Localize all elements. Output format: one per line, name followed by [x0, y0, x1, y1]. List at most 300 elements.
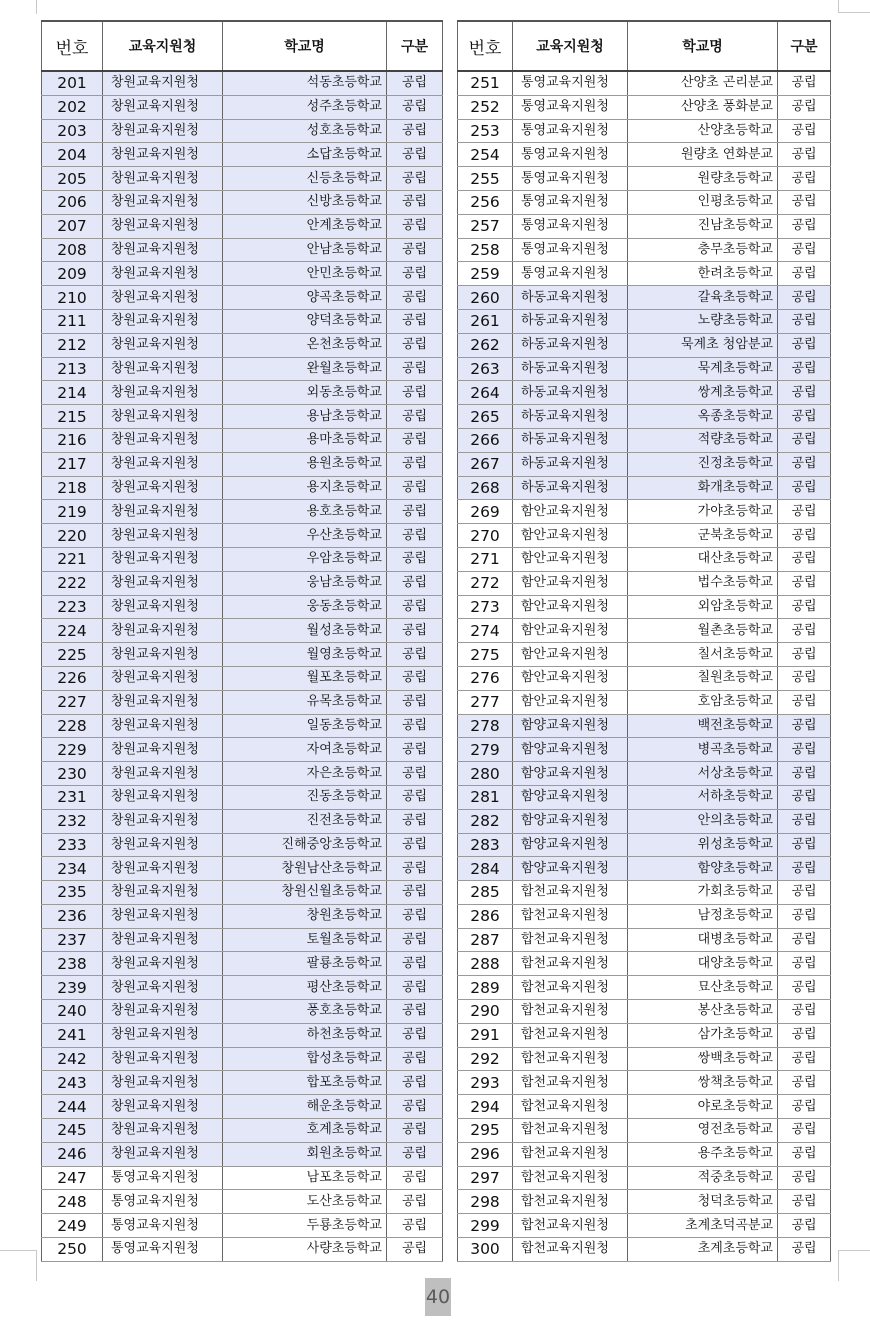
row-number: 276: [458, 666, 513, 690]
table-row: [458, 1190, 831, 1214]
row-type: 공립: [778, 381, 831, 405]
table-row: [458, 95, 831, 119]
row-number: 288: [458, 952, 513, 976]
row-number: 203: [42, 119, 103, 143]
table-row: [458, 952, 831, 976]
row-type: 공립: [778, 428, 831, 452]
row-office: 창원교육지원청: [103, 428, 223, 452]
table-row: [42, 619, 443, 643]
row-office: 창원교육지원청: [103, 1071, 223, 1095]
table-row: [458, 500, 831, 524]
row-school: 용마초등학교: [223, 428, 387, 452]
row-type: 공립: [778, 167, 831, 191]
row-office: 합천교육지원청: [513, 1095, 628, 1119]
row-type: 공립: [387, 547, 443, 571]
row-type: 공립: [387, 976, 443, 1000]
table-row: [458, 405, 831, 429]
row-office: 창원교육지원청: [103, 500, 223, 524]
row-number: 294: [458, 1095, 513, 1119]
row-school: 위성초등학교: [628, 833, 778, 857]
row-number: 210: [42, 286, 103, 310]
table-row: [42, 857, 443, 881]
row-school: 진정초등학교: [628, 452, 778, 476]
row-number: 201: [42, 71, 103, 95]
row-type: 공립: [778, 262, 831, 286]
row-type: 공립: [778, 928, 831, 952]
row-number: 266: [458, 428, 513, 452]
row-number: 228: [42, 714, 103, 738]
crop-mark-top-left: [36, 0, 38, 14]
row-school: 묘산초등학교: [628, 976, 778, 1000]
row-number: 260: [458, 286, 513, 310]
row-type: 공립: [387, 857, 443, 881]
row-number: 213: [42, 357, 103, 381]
row-school: 토월초등학교: [223, 928, 387, 952]
row-school: 대양초등학교: [628, 952, 778, 976]
table-row: [458, 928, 831, 952]
row-school: 우산초등학교: [223, 524, 387, 548]
row-school: 용원초등학교: [223, 452, 387, 476]
table-row: [458, 762, 831, 786]
row-office: 창원교육지원청: [103, 714, 223, 738]
row-school: 자은초등학교: [223, 762, 387, 786]
table-row: [458, 785, 831, 809]
row-number: 252: [458, 95, 513, 119]
row-school: 신방초등학교: [223, 190, 387, 214]
row-school: 함양초등학교: [628, 857, 778, 881]
row-school: 서하초등학교: [628, 785, 778, 809]
table-row: [458, 1071, 831, 1095]
row-number: 293: [458, 1071, 513, 1095]
row-school: 충무초등학교: [628, 238, 778, 262]
row-school: 청덕초등학교: [628, 1190, 778, 1214]
table-row: [458, 524, 831, 548]
row-office: 함안교육지원청: [513, 500, 628, 524]
table-row: [42, 904, 443, 928]
row-office: 창원교육지원청: [103, 238, 223, 262]
row-type: 공립: [778, 1047, 831, 1071]
row-office: 창원교육지원청: [103, 571, 223, 595]
row-office: 창원교육지원청: [103, 1047, 223, 1071]
row-number: 244: [42, 1095, 103, 1119]
row-school: 합포초등학교: [223, 1071, 387, 1095]
table-header-row: [42, 21, 443, 71]
table-row: [42, 381, 443, 405]
row-type: 공립: [778, 976, 831, 1000]
row-number: 247: [42, 1166, 103, 1190]
table-row: [42, 357, 443, 381]
table-row: [42, 976, 443, 1000]
row-number: 242: [42, 1047, 103, 1071]
row-school: 칠원초등학교: [628, 666, 778, 690]
row-number: 290: [458, 1000, 513, 1024]
row-number: 289: [458, 976, 513, 1000]
row-number: 300: [458, 1238, 513, 1262]
row-type: 공립: [778, 1214, 831, 1238]
row-type: 공립: [387, 571, 443, 595]
row-school: 회원초등학교: [223, 1142, 387, 1166]
row-school: 호계초등학교: [223, 1119, 387, 1143]
table-row: [458, 452, 831, 476]
row-school: 용호초등학교: [223, 500, 387, 524]
table-row: [42, 143, 443, 167]
table-row: [42, 262, 443, 286]
row-type: 공립: [387, 309, 443, 333]
row-office: 합천교육지원청: [513, 881, 628, 905]
table-row: [42, 571, 443, 595]
row-type: 공립: [387, 286, 443, 310]
header-school: 학교명: [628, 21, 778, 71]
row-type: 공립: [387, 357, 443, 381]
header-office: 교육지원청: [103, 21, 223, 71]
row-office: 창원교육지원청: [103, 1119, 223, 1143]
table-row: [42, 309, 443, 333]
row-school: 초계초등학교: [628, 1238, 778, 1262]
row-type: 공립: [778, 524, 831, 548]
row-office: 통영교육지원청: [513, 238, 628, 262]
row-type: 공립: [778, 405, 831, 429]
row-number: 248: [42, 1190, 103, 1214]
row-school: 묵계초 청암분교: [628, 333, 778, 357]
row-number: 226: [42, 666, 103, 690]
row-school: 합성초등학교: [223, 1047, 387, 1071]
row-office: 함안교육지원청: [513, 690, 628, 714]
row-office: 창원교육지원청: [103, 452, 223, 476]
row-number: 271: [458, 547, 513, 571]
crop-mark-bottom-left: [0, 1250, 37, 1281]
row-number: 218: [42, 476, 103, 500]
row-office: 함안교육지원청: [513, 619, 628, 643]
row-school: 유목초등학교: [223, 690, 387, 714]
row-school: 병곡초등학교: [628, 738, 778, 762]
row-school: 일동초등학교: [223, 714, 387, 738]
row-type: 공립: [387, 262, 443, 286]
table-row: [42, 738, 443, 762]
table-row: [458, 333, 831, 357]
row-number: 219: [42, 500, 103, 524]
row-office: 통영교육지원청: [103, 1214, 223, 1238]
row-type: 공립: [778, 452, 831, 476]
row-school: 진해중앙초등학교: [223, 833, 387, 857]
table-row: [458, 547, 831, 571]
row-number: 275: [458, 643, 513, 667]
row-office: 창원교육지원청: [103, 190, 223, 214]
row-number: 239: [42, 976, 103, 1000]
row-school: 대병초등학교: [628, 928, 778, 952]
table-row: [42, 809, 443, 833]
row-type: 공립: [778, 833, 831, 857]
row-number: 231: [42, 785, 103, 809]
row-type: 공립: [387, 190, 443, 214]
row-number: 235: [42, 881, 103, 905]
row-office: 합천교육지원청: [513, 1238, 628, 1262]
table-row: [458, 643, 831, 667]
row-office: 창원교육지원청: [103, 71, 223, 95]
row-office: 함안교육지원청: [513, 547, 628, 571]
row-office: 합천교육지원청: [513, 1047, 628, 1071]
row-type: 공립: [387, 1214, 443, 1238]
row-school: 서상초등학교: [628, 762, 778, 786]
row-number: 202: [42, 95, 103, 119]
row-office: 창원교육지원청: [103, 1023, 223, 1047]
row-type: 공립: [387, 500, 443, 524]
row-office: 함양교육지원청: [513, 714, 628, 738]
row-office: 하동교육지원청: [513, 286, 628, 310]
row-number: 256: [458, 190, 513, 214]
row-number: 245: [42, 1119, 103, 1143]
row-type: 공립: [387, 714, 443, 738]
row-school: 칠서초등학교: [628, 643, 778, 667]
table-row: [458, 809, 831, 833]
row-type: 공립: [387, 928, 443, 952]
row-school: 군북초등학교: [628, 524, 778, 548]
row-office: 창원교육지원청: [103, 262, 223, 286]
row-type: 공립: [387, 1190, 443, 1214]
row-number: 273: [458, 595, 513, 619]
row-office: 합천교육지원청: [513, 1142, 628, 1166]
row-type: 공립: [387, 214, 443, 238]
row-number: 295: [458, 1119, 513, 1143]
row-type: 공립: [778, 1166, 831, 1190]
row-office: 통영교육지원청: [103, 1238, 223, 1262]
row-type: 공립: [387, 643, 443, 667]
row-number: 250: [42, 1238, 103, 1262]
row-number: 269: [458, 500, 513, 524]
row-office: 창원교육지원청: [103, 1142, 223, 1166]
row-type: 공립: [387, 785, 443, 809]
table-row: [42, 238, 443, 262]
table-row: [458, 1214, 831, 1238]
row-school: 쌍백초등학교: [628, 1047, 778, 1071]
row-type: 공립: [778, 333, 831, 357]
table-row: [42, 167, 443, 191]
row-office: 하동교육지원청: [513, 452, 628, 476]
row-office: 창원교육지원청: [103, 976, 223, 1000]
row-type: 공립: [778, 714, 831, 738]
table-row: [42, 595, 443, 619]
row-number: 243: [42, 1071, 103, 1095]
row-school: 묵계초등학교: [628, 357, 778, 381]
row-school: 노량초등학교: [628, 309, 778, 333]
table-row: [42, 1166, 443, 1190]
table-row: [458, 214, 831, 238]
table-row: [458, 738, 831, 762]
row-school: 소답초등학교: [223, 143, 387, 167]
row-type: 공립: [387, 167, 443, 191]
table-row: [458, 666, 831, 690]
row-school: 성주초등학교: [223, 95, 387, 119]
row-school: 한려초등학교: [628, 262, 778, 286]
row-school: 산양초등학교: [628, 119, 778, 143]
row-office: 합천교육지원청: [513, 1166, 628, 1190]
row-number: 229: [42, 738, 103, 762]
row-school: 법수초등학교: [628, 571, 778, 595]
row-school: 진전초등학교: [223, 809, 387, 833]
row-office: 하동교육지원청: [513, 476, 628, 500]
table-row: [458, 167, 831, 191]
row-school: 삼가초등학교: [628, 1023, 778, 1047]
row-number: 238: [42, 952, 103, 976]
row-office: 창원교육지원청: [103, 1000, 223, 1024]
row-type: 공립: [387, 762, 443, 786]
table-row: [458, 857, 831, 881]
row-type: 공립: [778, 738, 831, 762]
page-number: 40: [425, 1278, 451, 1316]
row-school: 창원초등학교: [223, 904, 387, 928]
row-type: 공립: [387, 1095, 443, 1119]
row-type: 공립: [778, 904, 831, 928]
row-type: 공립: [778, 881, 831, 905]
row-number: 224: [42, 619, 103, 643]
row-number: 299: [458, 1214, 513, 1238]
row-number: 214: [42, 381, 103, 405]
row-type: 공립: [387, 71, 443, 95]
row-office: 창원교육지원청: [103, 476, 223, 500]
row-type: 공립: [778, 119, 831, 143]
row-office: 함양교육지원청: [513, 833, 628, 857]
header-type: 구분: [387, 21, 443, 71]
row-office: 통영교육지원청: [513, 95, 628, 119]
row-number: 281: [458, 785, 513, 809]
row-office: 창원교육지원청: [103, 809, 223, 833]
row-office: 하동교육지원청: [513, 333, 628, 357]
row-office: 통영교육지원청: [513, 119, 628, 143]
row-office: 하동교육지원청: [513, 309, 628, 333]
table-row: [458, 714, 831, 738]
row-number: 286: [458, 904, 513, 928]
row-office: 창원교육지원청: [103, 785, 223, 809]
row-office: 창원교육지원청: [103, 666, 223, 690]
row-number: 216: [42, 428, 103, 452]
row-number: 253: [458, 119, 513, 143]
row-type: 공립: [387, 119, 443, 143]
table-row: [458, 309, 831, 333]
row-number: 280: [458, 762, 513, 786]
row-number: 225: [42, 643, 103, 667]
row-type: 공립: [387, 95, 443, 119]
row-school: 안민초등학교: [223, 262, 387, 286]
row-number: 221: [42, 547, 103, 571]
row-type: 공립: [387, 595, 443, 619]
row-number: 215: [42, 405, 103, 429]
row-school: 갈육초등학교: [628, 286, 778, 310]
row-type: 공립: [387, 1166, 443, 1190]
table-row: [42, 714, 443, 738]
row-type: 공립: [387, 1119, 443, 1143]
school-table-right: [457, 20, 831, 1262]
table-row: [42, 666, 443, 690]
row-type: 공립: [387, 881, 443, 905]
row-school: 자여초등학교: [223, 738, 387, 762]
table-row: [42, 95, 443, 119]
row-office: 함양교육지원청: [513, 762, 628, 786]
row-type: 공립: [387, 333, 443, 357]
row-number: 254: [458, 143, 513, 167]
school-table-left: [41, 20, 443, 1262]
row-type: 공립: [387, 381, 443, 405]
table-row: [42, 119, 443, 143]
table-row: [42, 928, 443, 952]
row-number: 237: [42, 928, 103, 952]
row-number: 222: [42, 571, 103, 595]
row-type: 공립: [387, 1071, 443, 1095]
row-school: 성호초등학교: [223, 119, 387, 143]
row-school: 월성초등학교: [223, 619, 387, 643]
row-office: 함양교육지원청: [513, 857, 628, 881]
row-number: 207: [42, 214, 103, 238]
row-office: 창원교육지원청: [103, 167, 223, 191]
row-office: 합천교육지원청: [513, 904, 628, 928]
row-office: 창원교육지원청: [103, 381, 223, 405]
row-office: 합천교육지원청: [513, 1071, 628, 1095]
table-row: [458, 619, 831, 643]
row-school: 안의초등학교: [628, 809, 778, 833]
row-school: 양곡초등학교: [223, 286, 387, 310]
row-type: 공립: [778, 571, 831, 595]
row-office: 창원교육지원청: [103, 286, 223, 310]
row-type: 공립: [387, 1238, 443, 1262]
row-number: 233: [42, 833, 103, 857]
row-number: 232: [42, 809, 103, 833]
row-type: 공립: [387, 524, 443, 548]
row-type: 공립: [778, 95, 831, 119]
row-type: 공립: [778, 1071, 831, 1095]
row-school: 우암초등학교: [223, 547, 387, 571]
row-type: 공립: [387, 1047, 443, 1071]
table-row: [458, 143, 831, 167]
table-row: [458, 833, 831, 857]
row-number: 212: [42, 333, 103, 357]
row-school: 인평초등학교: [628, 190, 778, 214]
row-school: 적량초등학교: [628, 428, 778, 452]
row-office: 통영교육지원청: [513, 167, 628, 191]
row-office: 합천교육지원청: [513, 1190, 628, 1214]
row-number: 223: [42, 595, 103, 619]
row-type: 공립: [778, 1023, 831, 1047]
row-number: 298: [458, 1190, 513, 1214]
row-school: 진동초등학교: [223, 785, 387, 809]
row-number: 261: [458, 309, 513, 333]
table-row: [42, 1095, 443, 1119]
row-office: 창원교육지원청: [103, 95, 223, 119]
row-school: 월영초등학교: [223, 643, 387, 667]
row-type: 공립: [778, 286, 831, 310]
row-type: 공립: [778, 952, 831, 976]
table-row: [458, 1095, 831, 1119]
row-number: 258: [458, 238, 513, 262]
row-number: 227: [42, 690, 103, 714]
table-row: [458, 1166, 831, 1190]
row-office: 합천교육지원청: [513, 928, 628, 952]
table-row: [458, 238, 831, 262]
row-school: 안남초등학교: [223, 238, 387, 262]
row-type: 공립: [778, 143, 831, 167]
row-office: 하동교육지원청: [513, 381, 628, 405]
row-office: 합천교육지원청: [513, 1214, 628, 1238]
row-office: 창원교육지원청: [103, 690, 223, 714]
row-school: 풍호초등학교: [223, 1000, 387, 1024]
row-type: 공립: [778, 71, 831, 95]
row-school: 용남초등학교: [223, 405, 387, 429]
row-type: 공립: [778, 785, 831, 809]
table-row: [42, 1214, 443, 1238]
crop-mark-top-right: [838, 0, 870, 13]
row-type: 공립: [778, 690, 831, 714]
row-type: 공립: [778, 1142, 831, 1166]
table-body-right: [458, 71, 831, 1261]
table-row: [42, 833, 443, 857]
row-office: 창원교육지원청: [103, 643, 223, 667]
